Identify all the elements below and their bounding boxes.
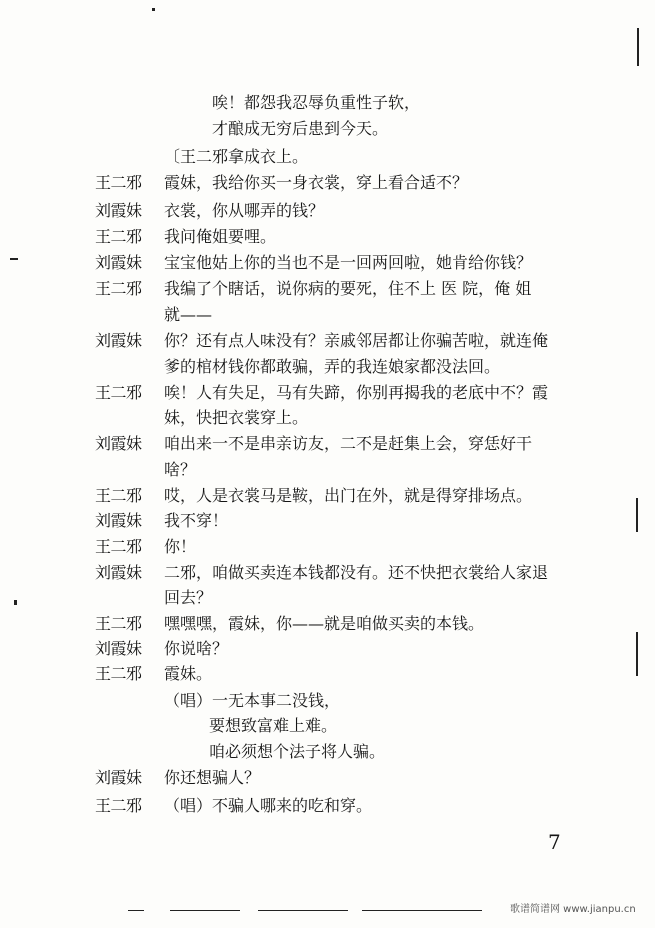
speaker-name: 刘霞妹 [95,253,142,272]
line-text: 唉！都怨我忍辱负重性子软， [212,93,421,112]
speaker-name: 王二邪 [95,537,142,556]
scan-speck [10,258,18,260]
speaker-name: 王二邪 [95,614,142,633]
line-text: 回去？ [164,588,213,607]
speaker-name: 王二邪 [95,279,142,298]
scan-edge-mark [636,632,638,676]
line-text: 霞妹，我给你买一身衣裳，穿上看合适不？ [164,173,469,192]
line-text: 嘿嘿嘿，霞妹，你——就是咱做买卖的本钱。 [164,614,485,633]
speaker-name: 王二邪 [95,486,142,505]
line-text: 我编了个瞎话，说你病的要死，住不上 医 院，俺 姐 [164,279,532,298]
line-text: 咱出来一不是串亲访友，二不是赶集上会，穿恁好干 [164,434,533,453]
bottom-rule [128,910,144,911]
line-text: 二邪，咱做买卖连本钱都没有。还不快把衣裳给人家退 [164,563,549,582]
line-text: 要想致富难上难。 [209,716,338,735]
line-text: （唱）不骗人哪来的吃和穿。 [164,796,373,815]
scan-speck [14,600,17,605]
line-text: 你还想骗人？ [164,768,261,787]
line-text: 你！ [164,537,197,556]
line-text: 我问俺姐要哩。 [164,227,277,246]
line-text: 咱必须想个法子将人骗。 [209,742,386,761]
speaker-name: 刘霞妹 [95,511,142,530]
line-text: 唉！人有失足，马有失蹄，你别再揭我的老底中不？霞 [164,383,549,402]
speaker-name: 王二邪 [95,173,142,192]
speaker-name: 刘霞妹 [95,331,142,350]
speaker-name: 刘霞妹 [95,201,142,220]
line-text: 啥？ [164,460,197,479]
line-text: 才酿成无穷后患到今天。 [212,119,389,138]
line-text: 〔王二邪拿成衣上。 [164,147,309,166]
speaker-name: 王二邪 [95,227,142,246]
line-text: 霞妹。 [164,664,213,683]
line-text: 哎，人是衣裳马是鞍，出门在外，就是得穿排场点。 [164,486,533,505]
line-text: 你说啥？ [164,639,229,658]
speaker-name: 刘霞妹 [95,639,142,658]
page-number: 7 [548,830,561,854]
line-text: 衣裳，你从哪弄的钱？ [164,201,325,220]
line-text: 你？还有点人味没有？亲戚邻居都让你骗苦啦，就连俺 [164,331,549,350]
bottom-rule [258,910,348,911]
watermark: 歌谱简谱网 www.jianpu.cn [510,904,636,915]
line-text: 爹的棺材钱你都敢骗，弄的我连娘家都没法回。 [164,357,501,376]
line-text: 就—— [164,305,213,324]
speaker-name: 刘霞妹 [95,768,142,787]
speaker-name: 刘霞妹 [95,563,142,582]
bottom-rule [362,910,482,911]
line-text: 妹，快把衣裳穿上。 [164,408,309,427]
speaker-name: 刘霞妹 [95,434,142,453]
speaker-name: 王二邪 [95,796,142,815]
line-text: （唱）一无本事二没钱， [164,691,341,710]
scan-edge-mark [637,28,639,66]
line-text: 我不穿！ [164,511,229,530]
bottom-rule [170,910,240,911]
speaker-name: 王二邪 [95,383,142,402]
speaker-name: 王二邪 [95,664,142,683]
line-text: 宝宝他姑上你的当也不是一回两回啦，她肯给你钱？ [164,253,533,272]
scan-edge-mark [636,498,638,532]
scan-speck [152,8,155,11]
